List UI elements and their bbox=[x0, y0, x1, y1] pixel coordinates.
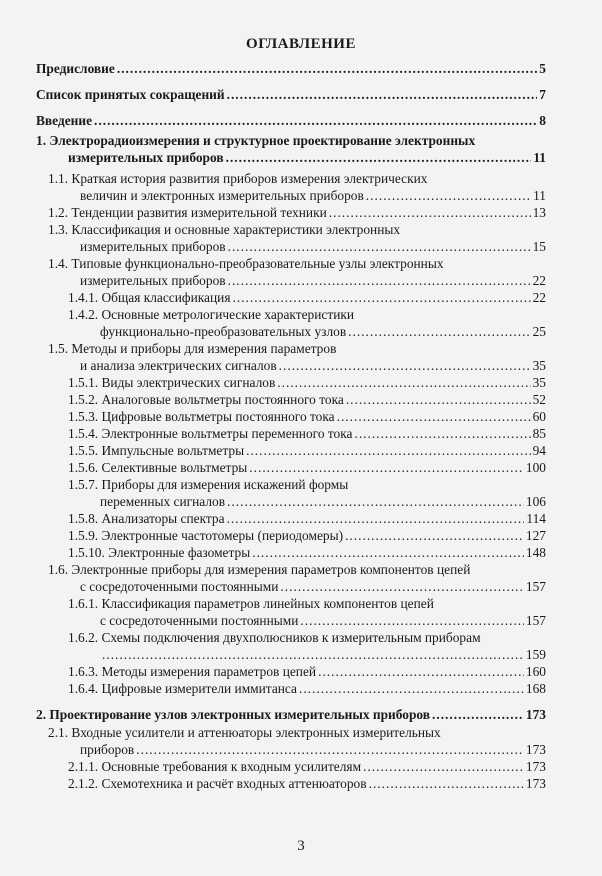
toc-entry-page: 15 bbox=[532, 239, 546, 254]
dot-leader bbox=[117, 60, 537, 77]
dot-leader bbox=[228, 238, 531, 255]
toc-entry-title: Список принятых сокращений bbox=[36, 87, 225, 102]
toc-entry[interactable] bbox=[0, 561, 546, 595]
toc-entry-title: 1. Электрорадиоизмерения и структурное проектирование электронных bbox=[36, 133, 476, 148]
toc-entry-title: измерительных приборов bbox=[80, 239, 226, 254]
dot-leader bbox=[279, 357, 531, 374]
toc-entry-page: 22 bbox=[532, 273, 546, 288]
toc-entry[interactable] bbox=[0, 663, 546, 680]
toc-entry-title: 1.5.10. Электронные фазометры bbox=[68, 545, 251, 560]
dot-leader bbox=[246, 442, 531, 459]
toc-entry-title: 1.5.7. Приборы для измерения искажений формы bbox=[68, 477, 349, 492]
toc-entry-title: 1.5.6. Селективные вольтметры bbox=[68, 460, 248, 475]
toc-entry-page: 5 bbox=[539, 61, 546, 76]
toc-entry-title: с сосредоточенными постоянными bbox=[80, 579, 279, 594]
toc-entry[interactable] bbox=[0, 544, 546, 561]
dot-leader bbox=[363, 758, 524, 775]
toc-entry-title: 1.5.3. Цифровые вольтметры постоянного тока bbox=[68, 409, 335, 424]
toc-entry-page: 106 bbox=[525, 494, 546, 509]
toc-entry-title: измерительных приборов bbox=[68, 150, 224, 165]
toc-entry-title: 1.1. Краткая история развития приборов измерения электрических bbox=[48, 171, 428, 186]
dot-leader bbox=[348, 323, 530, 340]
dot-leader bbox=[252, 544, 524, 561]
toc-entry[interactable] bbox=[0, 706, 546, 723]
toc-entry-title: измерительных приборов bbox=[80, 273, 226, 288]
toc-entry[interactable] bbox=[0, 724, 546, 758]
toc-entry-page: 11 bbox=[533, 188, 546, 203]
dot-leader bbox=[432, 706, 524, 723]
toc-entry-title: приборов bbox=[80, 742, 135, 757]
toc-entry-page: 173 bbox=[525, 759, 546, 774]
toc-entry-title: 2.1.1. Основные требования к входным усилителям bbox=[68, 759, 362, 774]
toc-entry[interactable] bbox=[0, 132, 546, 166]
toc-entry[interactable] bbox=[0, 408, 546, 425]
toc-entry[interactable] bbox=[0, 221, 546, 255]
toc-entry-page: 157 bbox=[525, 613, 546, 628]
toc-entry[interactable] bbox=[0, 775, 546, 792]
dot-leader bbox=[355, 425, 531, 442]
toc-entry[interactable] bbox=[0, 255, 546, 289]
toc-entry[interactable] bbox=[0, 391, 546, 408]
dot-leader bbox=[280, 578, 524, 595]
page-title: ОГЛАВЛЕНИЕ bbox=[246, 36, 356, 52]
dot-leader bbox=[369, 775, 524, 792]
toc-entry[interactable] bbox=[0, 112, 546, 129]
toc-entry[interactable] bbox=[0, 758, 546, 775]
dot-leader bbox=[233, 289, 531, 306]
toc-entry[interactable] bbox=[0, 476, 546, 510]
toc-entry-title: с сосредоточенными постоянными bbox=[100, 613, 299, 628]
dot-leader bbox=[345, 527, 524, 544]
toc-entry-page: 22 bbox=[532, 290, 546, 305]
toc-entry-title: 1.4.1. Общая классификация bbox=[68, 290, 231, 305]
toc-entry-page: 160 bbox=[525, 664, 546, 679]
toc-entry[interactable] bbox=[0, 289, 546, 306]
dot-leader bbox=[94, 112, 537, 129]
toc-entry[interactable] bbox=[0, 306, 546, 340]
toc-entry-page: 13 bbox=[532, 205, 546, 220]
toc-entry-page: 148 bbox=[525, 545, 546, 560]
toc-entry-title: функционально-преобразовательных узлов bbox=[100, 324, 347, 339]
toc-entry-page: 127 bbox=[525, 528, 546, 543]
toc-entry[interactable] bbox=[0, 527, 546, 544]
toc-entry[interactable] bbox=[0, 204, 546, 221]
toc-entry-page: 52 bbox=[532, 392, 546, 407]
toc-entry-page: 157 bbox=[525, 579, 546, 594]
toc-entry[interactable] bbox=[0, 459, 546, 476]
toc-entry-title: 1.5.4. Электронные вольтметры переменного тока bbox=[68, 426, 353, 441]
dot-leader bbox=[277, 374, 530, 391]
toc-entry[interactable] bbox=[0, 680, 546, 697]
toc-entry-page: 114 bbox=[526, 511, 546, 526]
toc-entry-title: переменных сигналов bbox=[100, 494, 226, 509]
dot-leader bbox=[346, 391, 531, 408]
toc-entry[interactable] bbox=[0, 442, 546, 459]
toc-entry-page: 168 bbox=[525, 681, 546, 696]
toc-entry-page: 35 bbox=[532, 375, 546, 390]
toc-entry-title: 1.5.9. Электронные частотомеры (периодомеры) bbox=[68, 528, 344, 543]
dot-leader bbox=[249, 459, 524, 476]
toc-entry-title: 1.5. Методы и приборы для измерения параметров bbox=[48, 341, 337, 356]
toc-entry-title: 1.6.2. Схемы подключения двухполюсников к измерительным приборам bbox=[68, 630, 481, 645]
dot-leader bbox=[136, 741, 524, 758]
toc-entry[interactable] bbox=[0, 629, 546, 663]
toc-entry[interactable] bbox=[0, 170, 546, 204]
toc-entry-page: 173 bbox=[525, 707, 546, 722]
toc-entry-page: 11 bbox=[533, 150, 546, 165]
toc-entry-title: 1.5.1. Виды электрических сигналов bbox=[68, 375, 276, 390]
dot-leader bbox=[226, 149, 532, 166]
toc-entry-title: 1.6.4. Цифровые измерители иммитанса bbox=[68, 681, 297, 696]
toc-entry-title: величин и электронных измерительных приборов bbox=[80, 188, 364, 203]
toc-entry-page: 173 bbox=[525, 742, 546, 757]
toc-entry-title: 1.6. Электронные приборы для измерения параметров компонентов цепей bbox=[48, 562, 471, 577]
toc-entry[interactable] bbox=[0, 595, 546, 629]
toc-entry-title: 1.2. Тенденции развития измерительной техники bbox=[48, 205, 327, 220]
dot-leader bbox=[102, 646, 524, 663]
toc-entry-page: 159 bbox=[525, 647, 546, 662]
toc-entry-title: 1.6.1. Классификация параметров линейных компонентов цепей bbox=[68, 596, 434, 611]
toc-entry-title: 1.3. Классификация и основные характеристики электронных bbox=[48, 222, 401, 237]
dot-leader bbox=[337, 408, 531, 425]
toc-entry-page: 60 bbox=[532, 409, 546, 424]
page-number: 3 bbox=[297, 838, 305, 854]
toc-entry-page: 85 bbox=[532, 426, 546, 441]
toc-entry-page: 173 bbox=[525, 776, 546, 791]
toc-entry-page: 100 bbox=[525, 460, 546, 475]
dot-leader bbox=[227, 493, 524, 510]
toc-entry-page: 7 bbox=[539, 87, 546, 102]
dot-leader bbox=[329, 204, 531, 221]
toc-entry-title: 1.6.3. Методы измерения параметров цепей bbox=[68, 664, 317, 679]
dot-leader bbox=[299, 680, 524, 697]
toc-entry-title: 1.5.2. Аналоговые вольтметры постоянного тока bbox=[68, 392, 344, 407]
dot-leader bbox=[366, 187, 531, 204]
dot-leader bbox=[228, 272, 531, 289]
toc-entry-title: и анализа электрических сигналов bbox=[80, 358, 277, 373]
toc-entry-page: 8 bbox=[539, 113, 546, 128]
dot-leader bbox=[300, 612, 524, 629]
toc-entry[interactable] bbox=[0, 510, 546, 527]
toc-entry[interactable] bbox=[0, 425, 546, 442]
toc-entry[interactable] bbox=[0, 60, 546, 77]
toc-entry-title: 2. Проектирование узлов электронных измерительных приборов bbox=[36, 707, 431, 722]
toc-entry-title: Предисловие bbox=[36, 61, 115, 76]
toc-entry-title: 1.4.2. Основные метрологические характеристики bbox=[68, 307, 355, 322]
toc-entry-page: 35 bbox=[532, 358, 546, 373]
toc-entry[interactable] bbox=[0, 86, 546, 103]
dot-leader bbox=[318, 663, 524, 680]
dot-leader bbox=[227, 510, 525, 527]
toc-entry-title: 2.1.2. Схемотехника и расчёт входных аттенюаторов bbox=[68, 776, 367, 791]
toc-entry-page: 94 bbox=[532, 443, 546, 458]
toc-entry-title: 2.1. Входные усилители и аттенюаторы электронных измерительных bbox=[48, 725, 441, 740]
toc-entry-title: Введение bbox=[36, 113, 93, 128]
toc-entry[interactable] bbox=[0, 374, 546, 391]
toc-entry-title: 1.5.8. Анализаторы спектра bbox=[68, 511, 225, 526]
toc-entry-title: 1.4. Типовые функционально-преобразовательные узлы электронных bbox=[48, 256, 444, 271]
toc-entry-title: 1.5.5. Импульсные вольтметры bbox=[68, 443, 245, 458]
dot-leader bbox=[227, 86, 538, 103]
toc-entry-page: 25 bbox=[532, 324, 546, 339]
toc-entry[interactable] bbox=[0, 340, 546, 374]
